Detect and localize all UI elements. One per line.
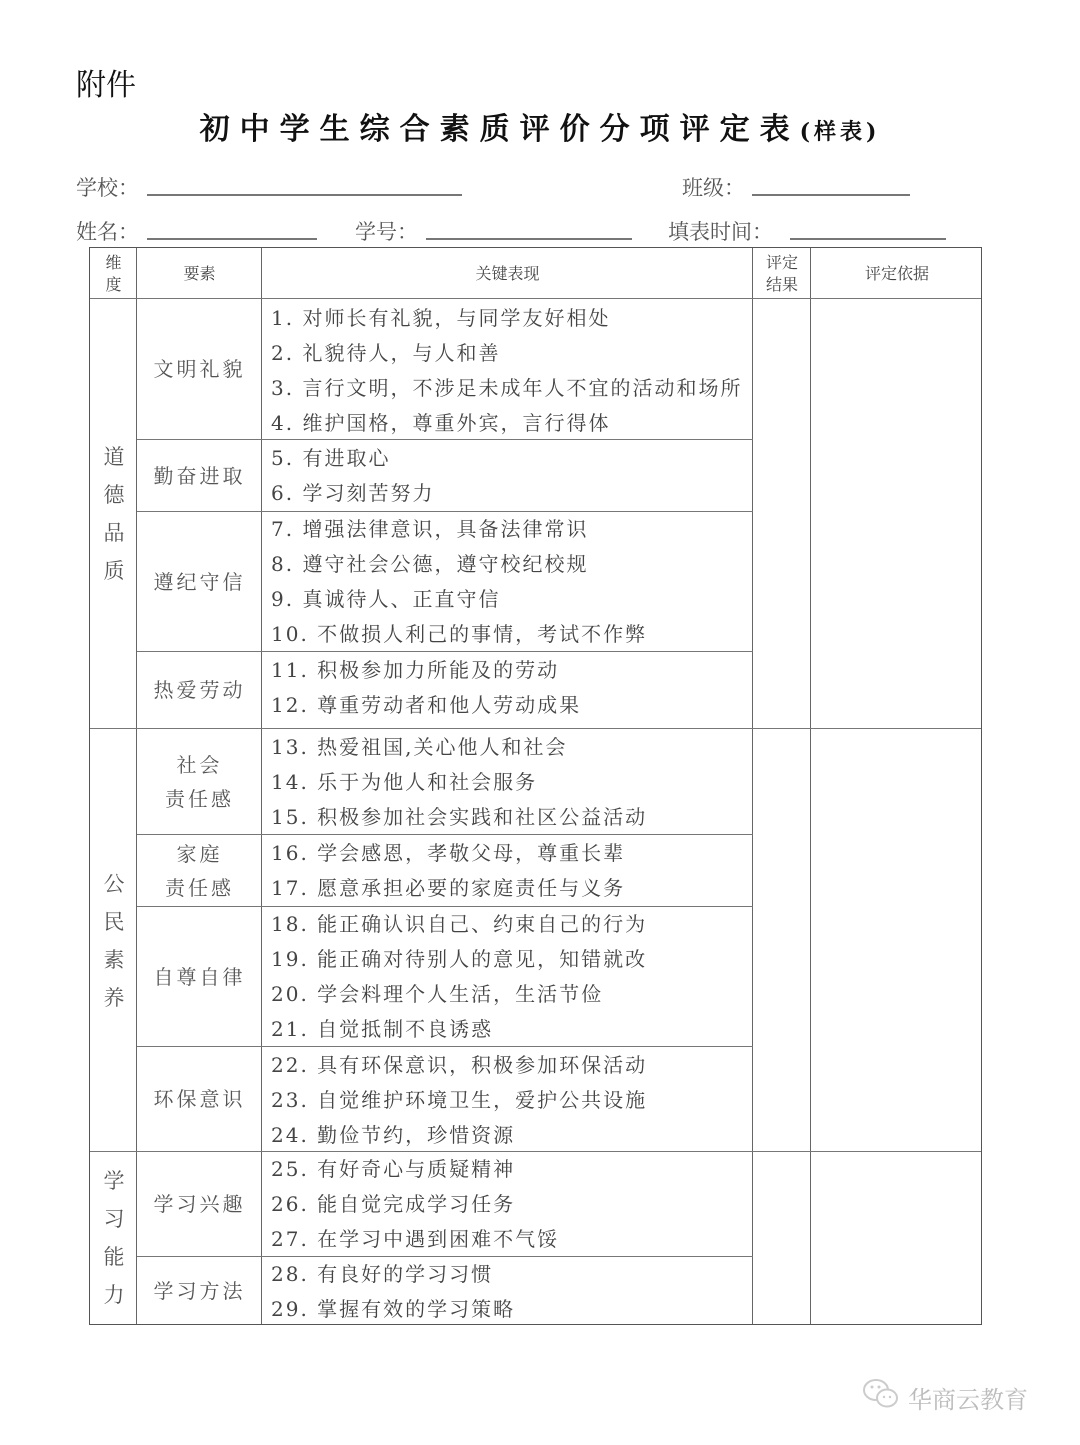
list-item: 17. 愿意承担必要的家庭责任与义务 [271,876,626,900]
student-id-label: 学号： [355,220,418,244]
items-self-discipline [271,907,647,1047]
element-line: 责任感 [165,786,234,811]
list-item: 18. 能正确认识自己、约束自己的行为 [271,912,648,936]
header-result-text: 评定结果 [765,252,798,294]
header-dimension [90,248,137,299]
title-text: 初中学生综合素质评价分项评定表 [199,112,800,147]
element-family-responsibility [137,835,262,906]
element-discipline: 遵纪守信 [153,569,246,594]
result-cell-civic[interactable] [753,729,810,1151]
element-learning-interest: 学习兴趣 [153,1192,246,1216]
items-social-responsibility [271,730,647,835]
header-result [753,248,811,299]
header-dimension-text: 维度 [105,252,122,294]
items-discipline [271,512,647,652]
header-basis: 评定依据 [864,263,929,283]
list-item: 29. 掌握有效的学习策略 [271,1297,516,1321]
list-item: 22. 具有环保意识，积极参加环保活动 [271,1053,648,1077]
list-item: 21. 自觉抵制不良诱惑 [271,1017,494,1041]
student-id-field[interactable] [426,238,632,240]
list-item: 23. 自觉维护环境卫生，爱护公共设施 [271,1088,648,1112]
result-cell-learning[interactable] [753,1152,810,1324]
school-field[interactable] [147,194,462,196]
element-environmental: 环保意识 [153,1087,246,1111]
items-family-responsibility [271,836,625,906]
list-item: 14. 乐于为他人和社会服务 [271,770,538,794]
name-field[interactable] [147,238,317,240]
list-item: 2. 礼貌待人，与人和善 [271,341,501,365]
items-labor [271,653,581,723]
fill-date-field[interactable] [790,238,946,240]
list-item: 15. 积极参加社会实践和社区公益活动 [271,805,648,829]
element-civility: 文明礼貌 [153,357,246,381]
list-item: 9. 真诚待人、正直守信 [271,587,501,611]
items-learning-interest [271,1152,559,1257]
items-civility [271,301,742,441]
attachment-label: 附件 [76,68,136,103]
header-key-performance: 关键表现 [475,263,540,283]
watermark [862,1378,1028,1416]
list-item: 19. 能正确对待别人的意见，知错就改 [271,947,648,971]
basis-cell-civic[interactable] [811,729,981,1151]
wechat-icon [862,1378,900,1416]
evaluation-table [89,247,982,1325]
list-item: 26. 能自觉完成学习任务 [271,1192,516,1216]
result-cell-moral[interactable] [753,299,810,728]
element-line: 社会 [176,752,223,777]
dimension-civic: 公民素养 [103,871,125,1010]
basis-cell-moral[interactable] [811,299,981,728]
list-item: 6. 学习刻苦努力 [271,481,435,505]
list-item: 1. 对师长有礼貌，与同学友好相处 [271,306,611,330]
element-learning-method: 学习方法 [153,1278,246,1303]
fill-date-label: 填表时间： [668,220,773,244]
list-item: 3. 言行文明，不涉足未成年人不宜的活动和场所 [271,376,743,400]
class-field[interactable] [752,194,910,196]
school-label: 学校： [76,176,139,200]
element-line: 家庭 [176,841,223,866]
list-item: 28. 有良好的学习习惯 [271,1262,494,1286]
list-item: 12. 尊重劳动者和他人劳动成果 [271,693,582,717]
class-label: 班级： [682,176,745,200]
element-self-discipline: 自尊自律 [153,964,246,989]
list-item: 20. 学会料理个人生活，生活节俭 [271,982,604,1006]
element-line: 责任感 [165,875,234,900]
list-item: 25. 有好奇心与质疑精神 [271,1157,516,1181]
list-item: 13. 热爱祖国,关心他人和社会 [271,735,568,759]
element-diligence: 勤奋进取 [153,463,246,488]
list-item: 11. 积极参加力所能及的劳动 [271,658,560,682]
watermark-text: 华商云教育 [908,1385,1028,1414]
element-labor: 热爱劳动 [153,678,246,702]
list-item: 16. 学会感恩，孝敬父母，尊重长辈 [271,841,626,865]
list-item: 24. 勤俭节约，珍惜资源 [271,1123,516,1147]
basis-cell-learning[interactable] [811,1152,981,1324]
items-diligence [271,441,434,511]
items-learning-method [271,1257,515,1327]
list-item: 4. 维护国格，尊重外宾，言行得体 [271,411,611,435]
list-item: 5. 有进取心 [271,446,391,470]
items-environmental [271,1048,647,1153]
name-label: 姓名： [76,220,139,244]
element-social-responsibility [137,729,262,834]
list-item: 8. 遵守社会公德，遵守校纪校规 [271,552,589,576]
page-title [0,104,1080,148]
dimension-learning: 学习能力 [103,1169,125,1307]
list-item: 10. 不做损人利己的事情，考试不作弊 [271,622,648,646]
header-element: 要素 [183,263,216,283]
dimension-moral: 道德品质 [103,445,125,583]
list-item: 27. 在学习中遇到困难不气馁 [271,1227,560,1251]
title-suffix: (样表) [799,119,881,145]
list-item: 7. 增强法律意识，具备法律常识 [271,517,589,541]
